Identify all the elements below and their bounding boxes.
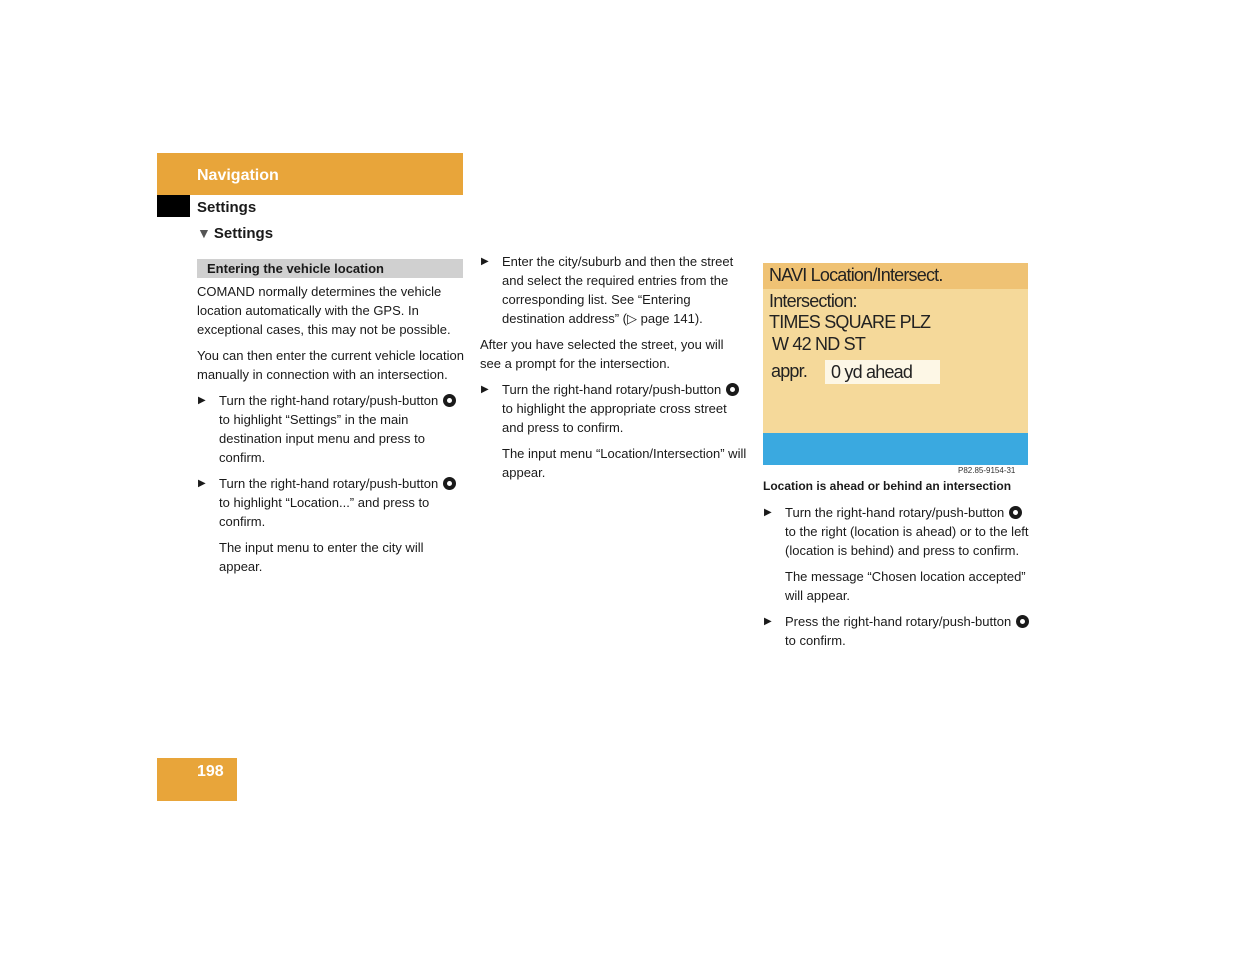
step-text: Press the right-hand rotary/push-button: [785, 614, 1012, 629]
instruction-step: [480, 380, 748, 437]
rotary-knob-icon: [443, 394, 456, 407]
bullet-arrow-icon: ▶: [198, 478, 206, 489]
image-caption: Location is ahead or behind an intersection: [763, 479, 1012, 493]
rotary-knob-icon: [726, 383, 739, 396]
step-text: to highlight “Settings” in the main destination input menu and press to confirm.: [219, 412, 425, 465]
instruction-step: [197, 474, 465, 531]
bullet-arrow-icon: ▶: [764, 616, 772, 627]
paragraph: COMAND normally determines the vehicle location automatically with the GPS. In exceptional cases, this may not be possible.: [197, 284, 451, 337]
step-text: Turn the right-hand rotary/push-button: [502, 382, 722, 397]
bullet-arrow-icon: ▶: [481, 384, 489, 395]
paragraph: After you have selected the street, you will see a prompt for the intersection.: [480, 337, 724, 371]
navi-screen-image: [763, 263, 1028, 465]
triangle-down-icon: ▼: [197, 225, 211, 241]
section-tab-marker: [157, 195, 190, 217]
screen-title: NAVI Location/Intersect.: [769, 265, 943, 285]
instruction-step: [197, 391, 465, 467]
screen-label: Intersection:: [769, 291, 857, 311]
screen-appr-label: appr.: [771, 361, 808, 381]
topic-title-text: Settings: [213, 225, 274, 242]
bullet-arrow-icon: ▶: [481, 256, 489, 267]
step-text: to the right (location is ahead) or to the left (location is behind) and press to confirm.: [785, 524, 1029, 558]
screen-street-2: W 42 ND ST: [772, 334, 866, 354]
topic-title: [197, 225, 273, 242]
bullet-arrow-icon: ▶: [198, 395, 206, 406]
column-2: [480, 252, 748, 489]
step-text: Turn the right-hand rotary/push-button: [219, 393, 439, 408]
step-text: Turn the right-hand rotary/push-button: [219, 476, 439, 491]
subheading: Entering the vehicle location: [207, 261, 384, 276]
column-3: [763, 503, 1031, 657]
rotary-knob-icon: [443, 477, 456, 490]
paragraph: You can then enter the current vehicle location manually in connection with an intersection.: [197, 348, 464, 382]
subsection-title: Settings: [197, 199, 257, 216]
result-text: The message “Chosen location accepted” will appear.: [785, 569, 1026, 603]
section-title: Navigation: [197, 167, 279, 184]
rotary-knob-icon: [1016, 615, 1029, 628]
column-1: [197, 282, 465, 583]
screen-status-bar: [763, 433, 1028, 465]
step-text: to highlight “Location...” and press to confirm.: [219, 495, 430, 529]
step-text: to highlight the appropriate cross street and press to confirm.: [502, 401, 727, 435]
instruction-step: [763, 503, 1031, 560]
instruction-step: [480, 252, 748, 328]
rotary-knob-icon: [1009, 506, 1022, 519]
page-number: 198: [197, 763, 224, 780]
instruction-step: [763, 612, 1031, 650]
result-text: The input menu to enter the city will appear.: [219, 540, 424, 574]
screen-street-1: TIMES SQUARE PLZ: [769, 312, 931, 332]
screen-appr-value: 0 yd ahead: [825, 360, 940, 384]
step-text: to confirm.: [785, 633, 846, 648]
step-text: Enter the city/suburb and then the street and select the required entries from the corresponding list. See “Entering destination address” (▷ page 141).: [502, 254, 734, 326]
image-code: P82.85-9154-31: [958, 466, 1016, 475]
step-text: Turn the right-hand rotary/push-button: [785, 505, 1005, 520]
bullet-arrow-icon: ▶: [764, 507, 772, 518]
result-text: The input menu “Location/Intersection” will appear.: [502, 446, 747, 480]
